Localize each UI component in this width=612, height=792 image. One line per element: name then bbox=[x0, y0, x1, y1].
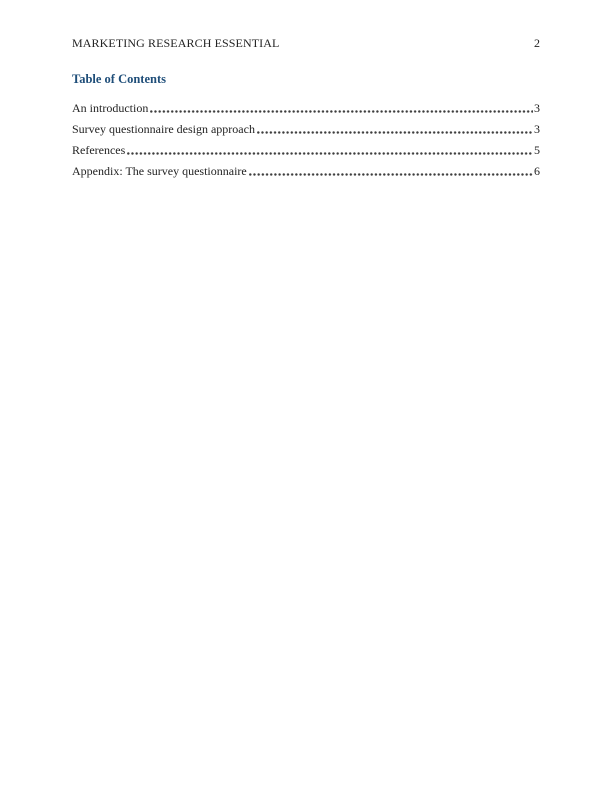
header-page-number: 2 bbox=[534, 36, 540, 50]
toc-entry-page: 5 bbox=[534, 143, 540, 157]
toc-entry-title: An introduction bbox=[72, 101, 149, 115]
toc-entry-references[interactable] bbox=[72, 144, 540, 157]
toc-entry-survey-design[interactable] bbox=[72, 123, 540, 136]
dot-leader bbox=[127, 152, 533, 155]
dot-leader bbox=[257, 131, 533, 134]
toc-entry-title: Appendix: The survey questionnaire bbox=[72, 164, 247, 178]
toc-entry-title: Survey questionnaire design approach bbox=[72, 122, 255, 136]
toc-entry-page: 6 bbox=[534, 164, 540, 178]
toc-entry-appendix[interactable] bbox=[72, 165, 540, 178]
toc-entry-page: 3 bbox=[534, 101, 540, 115]
toc-heading: Table of Contents bbox=[72, 72, 166, 86]
toc-list bbox=[72, 102, 540, 178]
page-header bbox=[72, 36, 540, 50]
dot-leader bbox=[249, 173, 533, 176]
toc-entry-page: 3 bbox=[534, 122, 540, 136]
toc-entry-introduction[interactable] bbox=[72, 102, 540, 115]
dot-leader bbox=[150, 110, 533, 113]
running-head: MARKETING RESEARCH ESSENTIAL bbox=[72, 36, 280, 50]
toc-entry-title: References bbox=[72, 143, 126, 157]
